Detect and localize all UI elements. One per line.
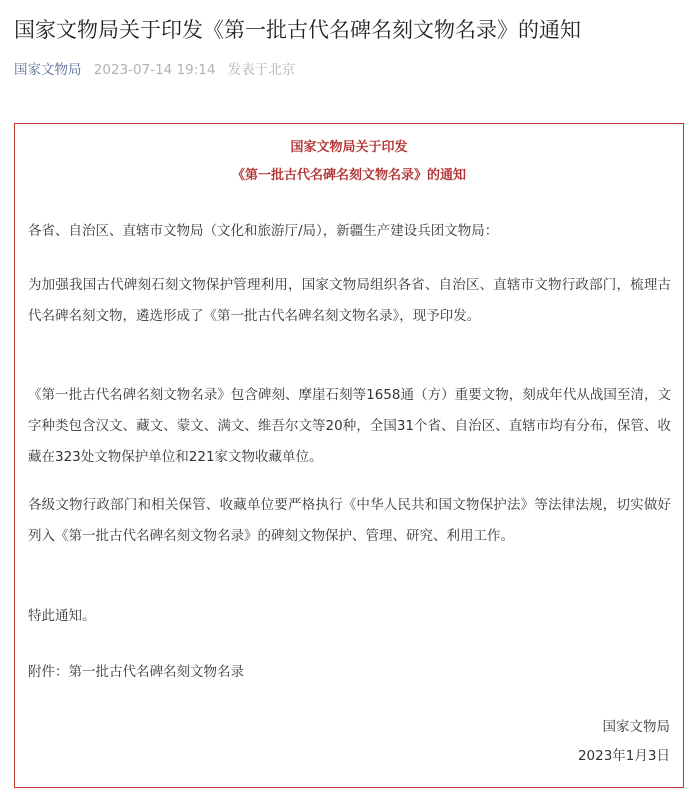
notice-paragraph: 各级文物行政部门和相关保管、收藏单位要严格执行《中华人民共和国文物保护法》等法律法规，切实做好列入《第一批古代名碑名刻文物名录》的碑刻文物保护、管理、研究、利用工作。 [28,497,671,544]
notice-heading-line2: 《第一批古代名碑名刻文物名录》的通知 [231,168,466,183]
notice-closing: 特此通知。 [28,608,96,624]
notice-heading-line1: 国家文物局关于印发 [290,140,408,155]
article-meta [14,59,295,81]
signature-organization: 国家文物局 [602,719,670,735]
notice-attachment: 附件：第一批古代名碑名刻文物名录 [28,664,244,680]
notice-salutation: 各省、自治区、直辖市文物局（文化和旅游厅/局），新疆生产建设兵团文物局： [28,223,499,239]
notice-paragraph: 《第一批古代名碑名刻文物名录》包含碑刻、摩崖石刻等1658通（方）重要文物，刻成年代从战国至清，文字种类包含汉文、藏文、蒙文、满文、维吾尔文等20种，全国31个省、自治区、直辖市均有分布，保管、收藏在323处文物保护单位和221家文物收藏单位。 [28,387,671,465]
signature-date: 2023年1月3日 [577,748,670,764]
article-title: 国家文物局关于印发《第一批古代名碑名刻文物名录》的通知 [14,18,581,42]
notice-content-box [14,123,684,788]
notice-paragraph: 为加强我国古代碑刻石刻文物保护管理利用，国家文物局组织各省、自治区、直辖市文物行政部门，梳理古代名碑名刻文物，遴选形成了《第一批古代名碑名刻文物名录》，现予印发。 [28,277,671,324]
publish-location: 发表于北京 [227,62,296,78]
publish-time: 2023-07-14 19:14 [93,62,216,78]
account-name-link[interactable]: 国家文物局 [14,62,82,78]
